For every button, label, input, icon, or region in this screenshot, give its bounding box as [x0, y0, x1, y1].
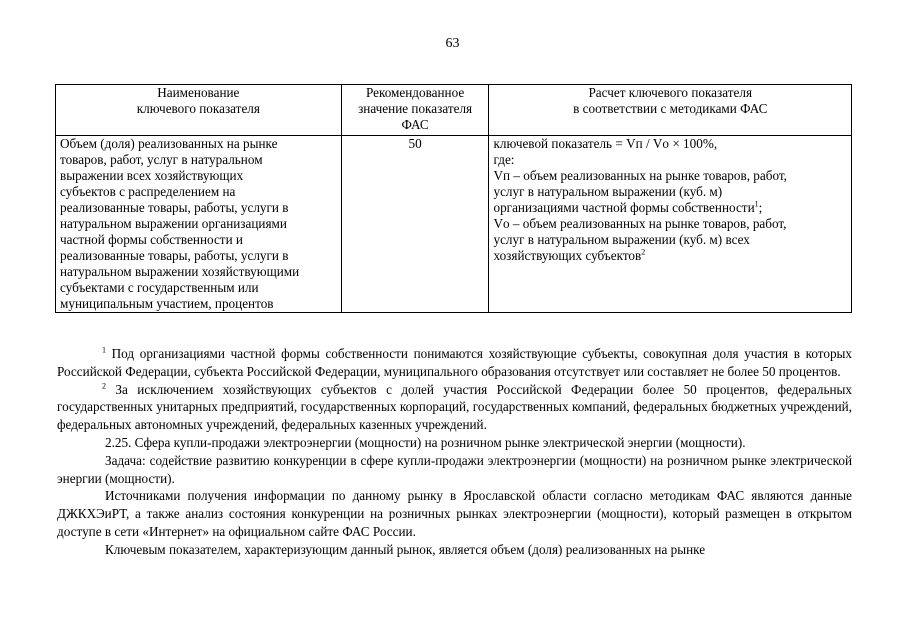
sources-paragraph: Источниками получения информации по данному рынку в Ярославской области согласно методикам ФАС являются данные ДЖКХЭиРТ, а также анализ состояния конкуренции на розничных рынках электроэнергии (мощности), который размещен в открытом доступе в сети «Интернет» на официальном сайте ФАС России.	[57, 488, 852, 539]
header-indicator-name: Наименование ключевого показателя	[56, 85, 342, 136]
cell-recommended-value: 50	[341, 136, 489, 313]
cell-indicator-name: Объем (доля) реализованных на рынке товаров, работ, услуг в натуральном выражении всех хозяйствующих субъектов с распределением на реализованные товары, работы, услуги в натуральном выражении организациями частной формы собственности и реализованные товары, работы, услуги в натуральном выражении хозяйствующими субъектами с государственным или муниципальным участием, процентов	[56, 136, 342, 313]
key-indicator-table	[55, 84, 852, 313]
section-heading: 2.25. Сфера купли-продажи электроэнергии (мощности) на розничном рынке электрической энергии (мощности).	[105, 434, 746, 450]
footnote-ref-2: 2	[641, 247, 646, 257]
key-indicator-paragraph: Ключевым показателем, характеризующим данный рынок, является объем (доля) реализованных на рынке	[105, 541, 706, 557]
footnote-2: $^2$ За исключением хозяйствующих субъектов с долей участия Российской Федерации более 50 процентов, федеральных государственных унитарных предприятий, государственных корпораций, государственных компаний, федеральных бюджетных учреждений, федеральных автономных учреждений, федеральных казенных учреждений.	[57, 381, 852, 433]
task-paragraph: Задача: содействие развитию конкуренции в сфере купли-продажи электроэнергии (мощности) на розничном рынке электрической энергии (мощности).	[57, 452, 852, 486]
footnote-ref-1: 1	[754, 199, 759, 209]
page-number: 63	[445, 36, 460, 51]
table-header-row	[56, 85, 852, 136]
body-text	[57, 345, 852, 559]
header-calculation: Расчет ключевого показателя в соответствии с методиками ФАС	[489, 85, 852, 136]
cell-calculation: ключевой показатель = Vп / Vо × 100%, где: Vп – объем реализованных на рынке товаров, работ, услуг в натуральном выражении (куб. м) организациями частной формы собственности$^1$; Vо – объем реализованных на рынке товаров, работ, услуг в натуральном выражении (куб. м) всех хозяйствующих субъектов$^2$	[489, 136, 852, 313]
footnote-1: $^1$ Под организациями частной формы собственности понимаются хозяйствующие субъекты, совокупная доля участия в которых Российской Федерации, субъекта Российской Федерации, муниципального образования отсутствует или составляет не более 50 процентов.	[57, 345, 852, 379]
table-row	[56, 136, 852, 313]
header-recommended-value: Рекомендованное значение показателя ФАС	[341, 85, 489, 136]
